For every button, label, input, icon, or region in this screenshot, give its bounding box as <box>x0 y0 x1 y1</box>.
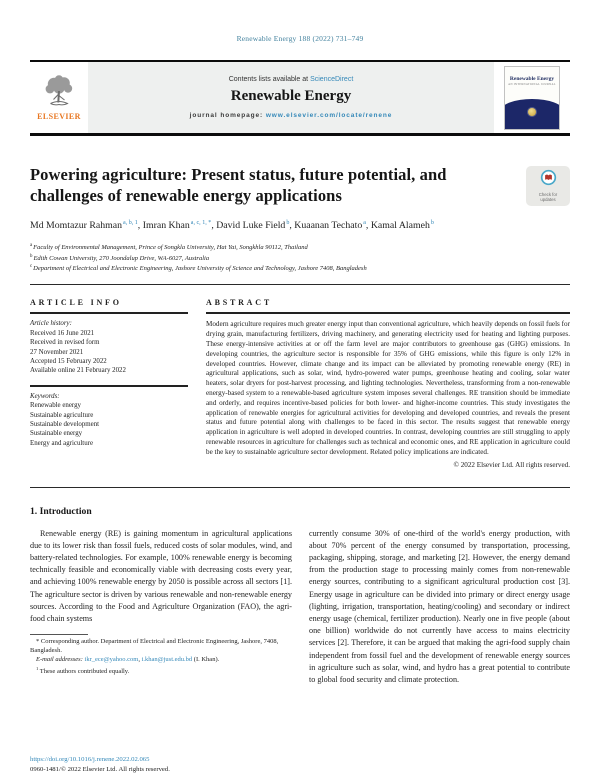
author: Imran Khan$^{a, c, 1, *}$, <box>142 220 214 232</box>
history-line: Received 16 June 2021 <box>30 329 95 337</box>
issn-rights-line: 0960-1481/© 2022 Elsevier Ltd. All rights reserved. <box>30 766 170 773</box>
keyword: Sustainable development <box>30 421 100 428</box>
abstract-text: Modern agriculture requires much greater energy input than conventional agriculture, which heavily depends on fossil fuels for drying grain, manufacturing fertilizers, driving machinery, and generating electricity used for heating and lighting purposes. These energy-intensive activities at or off the farm level are major contributors to greenhouse gas (GHG) emissions. In developing countries, the agriculture sector is responsible for 35% of GHG emissions, while this figure is only 12% in developed countries. However, climate change and its impact can be alleviated by promoting renewable energy (RE) in agricultural applications, such as solar, wind, hydro-powered water pumps, greenhouse heating and cooling, solar water heaters, solar dryers for post-harvest processing, and lighting technologies. Nevertheless, transforming from a non-renewable energy-based system to a renewable-based agriculture system imposes several challenges. RE transition should be immediate and orderly, and requires incentive-based policies for both lower- and higher-income countries. This study investigates the application of renewable energies for agricultural activities for developing and developed countries, and reveals the present status and future potential along with challenges to be faced in this sector. The results suggest that renewable energy application in agriculture is well adopted in developed countries. In contrast, developing countries are still struggling to apply renewable resources in agriculture for challenges such as technical and economic ones, and RE application in agriculture could be the key to sustainable agriculture sector development. Related policy implications are indicated. <box>206 320 570 456</box>
page-citation: Renewable Energy 188 (2022) 731–749 <box>236 34 364 43</box>
history-line: Received in revised form <box>30 339 100 347</box>
footnote-block <box>30 634 292 677</box>
divider-rule <box>30 284 570 285</box>
email-label: E-mail addresses: <box>36 655 83 663</box>
author: Kuaanan Techato$^a$, <box>294 220 369 232</box>
keyword: Energy and agriculture <box>30 439 94 447</box>
history-line: Accepted 15 February 2022 <box>30 357 107 365</box>
masthead-center <box>88 62 494 133</box>
keywords-block <box>30 387 188 457</box>
copyright-line: © 2022 Elsevier Ltd. All rights reserved. <box>453 460 570 469</box>
article-title: Powering agriculture: Present status, future potential, and challenges of renewable energy applications <box>30 165 447 205</box>
section-heading-introduction: 1. Introduction <box>30 505 92 517</box>
title-row <box>30 164 570 206</box>
email-link-2[interactable]: i.khan@just.edu.bd <box>141 655 193 663</box>
crossmark-icon <box>540 169 557 191</box>
abstract-heading: ABSTRACT <box>206 298 272 308</box>
article-info-heading: ARTICLE INFO <box>30 298 122 308</box>
author: Md Momtazur Rahman$^{a, b, 1}$, <box>30 220 141 232</box>
author: Kamal Alameh$^b$ <box>370 220 434 232</box>
footnote-marker: 1 <box>36 665 39 671</box>
email-link-1[interactable]: ikr_ece@yahoo.com <box>84 655 139 663</box>
author-list <box>30 217 512 233</box>
introduction-body <box>30 528 570 687</box>
history-line: 27 November 2021 <box>30 348 84 356</box>
sciencedirect-link[interactable]: ScienceDirect <box>310 76 354 83</box>
contents-line <box>229 76 354 83</box>
intro-paragraph-right: currently consume 30% of one-third of the world's energy production, with about 70% percent of the energy consumed by transportation, processing, packaging, shipping, storage, and marketing [2]. However, the energy demand from the production stage to processing mainly comes from non-renewable energy sources, contributing to a significant agricultural production cost [3]. Energy usage in agriculture can be divided into primary or direct energy usage (lighting, irrigation, transportation, heating/cooling) and secondary or indirect energy usage (chemical, fertilizer production). Nearly one in five people (about one billion) worldwide do not currently have access to mains electricity services [2]. Therefore, it can be argued that making the agri-food supply chain independent from fossil fuel and the development of renewable energy sources in agriculture such as solar, wind, and hydro has a great potential to contribute to global food security and climate protection. <box>309 528 570 684</box>
cover-subtitle: AN INTERNATIONAL JOURNAL <box>508 82 556 86</box>
elsevier-wordmark: ELSEVIER <box>37 112 81 121</box>
journal-cover-thumbnail[interactable] <box>504 66 560 130</box>
corresponding-author-note: * Corresponding author. Department of Electrical and Electronic Engineering, Jashore, 7408, Bangladesh. <box>30 638 279 655</box>
right-column <box>309 528 570 687</box>
info-abstract-section <box>30 292 570 476</box>
article-history <box>30 314 188 384</box>
affiliation-list <box>30 242 570 275</box>
check-for-updates-label: Check for updates <box>538 191 558 202</box>
keyword: Sustainable agriculture <box>30 411 94 419</box>
elsevier-logo[interactable] <box>30 62 88 133</box>
cover-column <box>494 62 570 133</box>
email-separator: , <box>138 655 140 663</box>
check-for-updates-badge[interactable] <box>526 166 570 206</box>
intro-paragraph-left: Renewable energy (RE) is gaining momentum in agricultural applications due to its lower risk than fossil fuels, reduced costs of solar modules, wind, and battery-related technologies. For example, 100% renewable energy is becoming technically feasible and economically viable with decreasing costs every year, and achieving 100% renewable energy by 2050 is possible across all sectors [1]. The agriculture sector is driven by various renewable and non-renewable energy sources. According to the Food and Agriculture Organization (FAO), the agri-food chain systems <box>30 528 292 623</box>
keyword: Sustainable energy <box>30 430 83 438</box>
abstract-column <box>206 292 570 476</box>
email-suffix: (I. Khan). <box>193 655 220 663</box>
homepage-line <box>190 112 393 119</box>
article-info-column <box>30 292 188 476</box>
journal-title: Renewable Energy <box>230 88 352 104</box>
affiliation: $^c$Department of Electrical and Electronic Engineering, Jashore University of Science and Technology, Jashore 7408, Bangladesh <box>30 264 367 273</box>
equal-contribution-text: These authors contributed equally. <box>39 668 130 675</box>
keywords-label: Keywords: <box>30 392 60 400</box>
homepage-prefix: journal homepage: <box>189 112 264 119</box>
page-footer <box>30 756 170 773</box>
keyword: Renewable energy <box>30 402 81 410</box>
journal-masthead <box>30 60 570 136</box>
journal-homepage-link[interactable]: www.elsevier.com/locate/renene <box>265 112 393 119</box>
email-note <box>30 656 292 665</box>
contents-prefix: Contents lists available at <box>228 76 309 83</box>
history-line: Available online 21 February 2022 <box>30 367 126 375</box>
affiliation: $^a$Faculty of Environmental Management, Prince of Songkla University, Hat Yai, Songkhla 90112, Thailand <box>30 242 308 251</box>
affiliation: $^b$Edith Cowan University, 270 Joondalup Drive, WA-6027, Australia <box>30 253 210 262</box>
history-label: Article history: <box>30 320 72 328</box>
cover-title: Renewable Energy <box>509 75 555 82</box>
cover-emblem-icon <box>528 108 536 116</box>
elsevier-tree-icon <box>39 74 79 111</box>
left-column <box>30 528 292 687</box>
divider-rule <box>30 487 570 488</box>
equal-contribution-note <box>30 665 292 677</box>
footnote-rule <box>30 634 88 635</box>
doi-link[interactable]: https://doi.org/10.1016/j.renene.2022.02.065 <box>30 756 150 763</box>
author: David Luke Field$^b$, <box>216 220 292 232</box>
